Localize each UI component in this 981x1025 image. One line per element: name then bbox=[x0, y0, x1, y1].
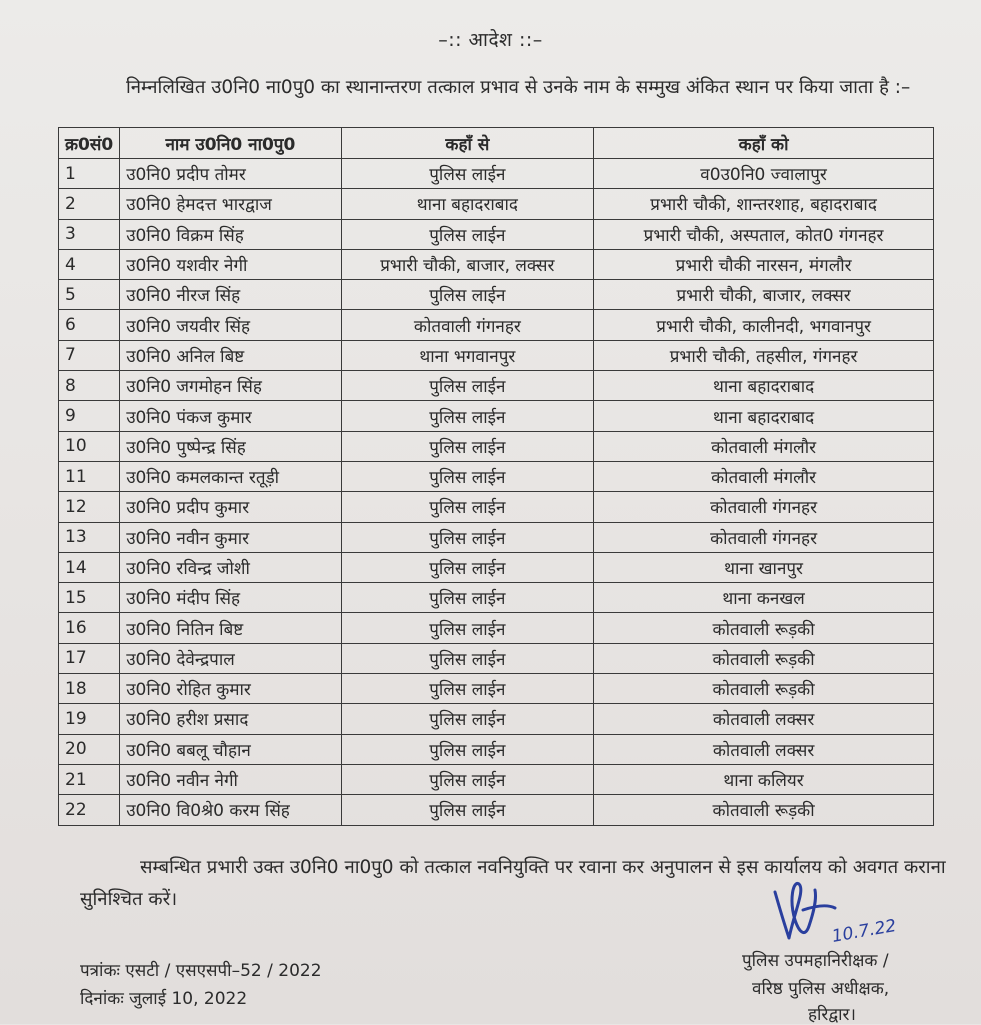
serial-cell: 21 bbox=[59, 764, 120, 794]
to-cell: कोतवाली लक्सर bbox=[594, 734, 934, 764]
serial-cell: 12 bbox=[59, 492, 120, 522]
serial-cell: 20 bbox=[59, 734, 120, 764]
name-cell: उ0नि0 अनिल बिष्ट bbox=[120, 340, 341, 370]
table-row bbox=[59, 189, 934, 219]
from-cell: पुलिस लाईन bbox=[341, 219, 594, 249]
to-cell: कोतवाली रूड़की bbox=[594, 643, 934, 673]
name-cell: उ0नि0 बबलू चौहान bbox=[120, 734, 341, 764]
table-row bbox=[59, 280, 934, 310]
serial-cell: 9 bbox=[59, 401, 120, 431]
to-cell: प्रभारी चौकी नारसन, मंगलौर bbox=[594, 249, 934, 279]
serial-cell: 4 bbox=[59, 249, 120, 279]
from-cell: पुलिस लाईन bbox=[341, 431, 594, 461]
to-cell: प्रभारी चौकी, कालीनदी, भगवानपुर bbox=[594, 310, 934, 340]
from-cell: पुलिस लाईन bbox=[341, 159, 594, 189]
table-row bbox=[59, 492, 934, 522]
header-name: नाम उ0नि0 ना0पु0 bbox=[120, 128, 341, 159]
table-row bbox=[59, 431, 934, 461]
to-cell: कोतवाली मंगलौर bbox=[594, 461, 934, 491]
serial-cell: 13 bbox=[59, 522, 120, 552]
from-cell: प्रभारी चौकी, बाजार, लक्सर bbox=[341, 249, 594, 279]
serial-cell: 8 bbox=[59, 371, 120, 401]
table-row bbox=[59, 764, 934, 794]
from-cell: पुलिस लाईन bbox=[341, 764, 594, 794]
from-cell: कोतवाली गंगनहर bbox=[341, 310, 594, 340]
table-row bbox=[59, 522, 934, 552]
to-cell: प्रभारी चौकी, तहसील, गंगनहर bbox=[594, 340, 934, 370]
from-cell: थाना बहादराबाद bbox=[341, 189, 594, 219]
name-cell: उ0नि0 कमलकान्त रतूड़ी bbox=[120, 461, 341, 491]
name-cell: उ0नि0 वि0श्रे0 करम सिंह bbox=[120, 795, 341, 825]
name-cell: उ0नि0 हरीश प्रसाद bbox=[120, 704, 341, 734]
serial-cell: 10 bbox=[59, 431, 120, 461]
signature-date: 10.7.22 bbox=[830, 915, 898, 947]
table-row bbox=[59, 461, 934, 491]
serial-cell: 6 bbox=[59, 310, 120, 340]
to-cell: कोतवाली गंगनहर bbox=[594, 492, 934, 522]
to-cell: प्रभारी चौकी, अस्पताल, कोत0 गंगनहर bbox=[594, 219, 934, 249]
serial-cell: 15 bbox=[59, 583, 120, 613]
serial-cell: 1 bbox=[59, 159, 120, 189]
to-cell: थाना कलियर bbox=[594, 764, 934, 794]
table-row bbox=[59, 734, 934, 764]
to-cell: कोतवाली लक्सर bbox=[594, 704, 934, 734]
name-cell: उ0नि0 देवेन्द्रपाल bbox=[120, 643, 341, 673]
from-cell: पुलिस लाईन bbox=[341, 371, 594, 401]
name-cell: उ0नि0 मंदीप सिंह bbox=[120, 583, 341, 613]
from-cell: पुलिस लाईन bbox=[341, 643, 594, 673]
name-cell: उ0नि0 पुष्पेन्द्र सिंह bbox=[120, 431, 341, 461]
table-row bbox=[59, 159, 934, 189]
to-cell: प्रभारी चौकी, बाजार, लक्सर bbox=[594, 280, 934, 310]
name-cell: उ0नि0 रविन्द्र जोशी bbox=[120, 552, 341, 582]
serial-cell: 14 bbox=[59, 552, 120, 582]
serial-cell: 2 bbox=[59, 189, 120, 219]
to-cell: थाना कनखल bbox=[594, 583, 934, 613]
from-cell: पुलिस लाईन bbox=[341, 280, 594, 310]
header-from: कहाँ से bbox=[341, 128, 594, 159]
name-cell: उ0नि0 यशवीर नेगी bbox=[120, 249, 341, 279]
from-cell: पुलिस लाईन bbox=[341, 613, 594, 643]
name-cell: उ0नि0 विक्रम सिंह bbox=[120, 219, 341, 249]
serial-cell: 18 bbox=[59, 674, 120, 704]
serial-cell: 17 bbox=[59, 643, 120, 673]
name-cell: उ0नि0 जगमोहन सिंह bbox=[120, 371, 341, 401]
table-row bbox=[59, 704, 934, 734]
header-to: कहाँ को bbox=[594, 128, 934, 159]
name-cell: उ0नि0 नवीन कुमार bbox=[120, 522, 341, 552]
to-cell: कोतवाली रूड़की bbox=[594, 674, 934, 704]
signatory-line-1: पुलिस उपमहानिरीक्षक / bbox=[742, 951, 889, 971]
to-cell: व0उ0नि0 ज्वालापुर bbox=[594, 159, 934, 189]
table-row bbox=[59, 643, 934, 673]
serial-cell: 5 bbox=[59, 280, 120, 310]
name-cell: उ0नि0 रोहित कुमार bbox=[120, 674, 341, 704]
name-cell: उ0नि0 हेमदत्त भारद्वाज bbox=[120, 189, 341, 219]
to-cell: थाना बहादराबाद bbox=[594, 371, 934, 401]
order-heading: –:: आदेश ::– bbox=[438, 29, 543, 51]
to-cell: प्रभारी चौकी, शान्तरशाह, बहादराबाद bbox=[594, 189, 934, 219]
table-header-row bbox=[59, 128, 934, 159]
table-row bbox=[59, 401, 934, 431]
table-row bbox=[59, 371, 934, 401]
intro-paragraph: निम्नलिखित उ0नि0 ना0पु0 का स्थानान्तरण तत्काल प्रभाव से उनके नाम के सम्मुख अंकित स्थान पर किया जाता है :– bbox=[126, 77, 911, 98]
signatory-line-3: हरिद्वार। bbox=[808, 1005, 856, 1025]
from-cell: पुलिस लाईन bbox=[341, 552, 594, 582]
serial-cell: 7 bbox=[59, 340, 120, 370]
name-cell: उ0नि0 प्रदीप तोमर bbox=[120, 159, 341, 189]
table-row bbox=[59, 219, 934, 249]
from-cell: पुलिस लाईन bbox=[341, 401, 594, 431]
to-cell: कोतवाली गंगनहर bbox=[594, 522, 934, 552]
handwritten-signature bbox=[765, 880, 915, 950]
table-row bbox=[59, 674, 934, 704]
from-cell: पुलिस लाईन bbox=[341, 522, 594, 552]
from-cell: पुलिस लाईन bbox=[341, 583, 594, 613]
to-cell: थाना बहादराबाद bbox=[594, 401, 934, 431]
name-cell: उ0नि0 नीरज सिंह bbox=[120, 280, 341, 310]
name-cell: उ0नि0 नवीन नेगी bbox=[120, 764, 341, 794]
from-cell: पुलिस लाईन bbox=[341, 795, 594, 825]
serial-cell: 11 bbox=[59, 461, 120, 491]
name-cell: उ0नि0 नितिन बिष्ट bbox=[120, 613, 341, 643]
transfer-table bbox=[58, 127, 934, 826]
to-cell: कोतवाली मंगलौर bbox=[594, 431, 934, 461]
table-row bbox=[59, 340, 934, 370]
header-serial: क्र0सं0 bbox=[59, 128, 120, 159]
serial-cell: 19 bbox=[59, 704, 120, 734]
table-row bbox=[59, 613, 934, 643]
from-cell: पुलिस लाईन bbox=[341, 461, 594, 491]
table-row bbox=[59, 310, 934, 340]
from-cell: पुलिस लाईन bbox=[341, 492, 594, 522]
serial-cell: 3 bbox=[59, 219, 120, 249]
name-cell: उ0नि0 जयवीर सिंह bbox=[120, 310, 341, 340]
signatory-line-2: वरिष्ठ पुलिस अधीक्षक, bbox=[752, 979, 890, 999]
letter-number: पत्रांकः एसटी / एसएसपी–52 / 2022 bbox=[80, 961, 322, 981]
from-cell: थाना भगवानपुर bbox=[341, 340, 594, 370]
from-cell: पुलिस लाईन bbox=[341, 674, 594, 704]
closing-paragraph: सम्बन्धित प्रभारी उक्त उ0नि0 ना0पु0 को तत्काल नवनियुक्ति पर रवाना कर अनुपालन से इस कार्यालय को अवगत कराना सुनिश्चित करें। bbox=[80, 857, 946, 910]
table-row bbox=[59, 795, 934, 825]
letter-date: दिनांकः जुलाई 10, 2022 bbox=[80, 989, 248, 1009]
table-row bbox=[59, 552, 934, 582]
name-cell: उ0नि0 पंकज कुमार bbox=[120, 401, 341, 431]
to-cell: कोतवाली रूड़की bbox=[594, 613, 934, 643]
to-cell: कोतवाली रूड़की bbox=[594, 795, 934, 825]
serial-cell: 16 bbox=[59, 613, 120, 643]
name-cell: उ0नि0 प्रदीप कुमार bbox=[120, 492, 341, 522]
from-cell: पुलिस लाईन bbox=[341, 704, 594, 734]
table-row bbox=[59, 583, 934, 613]
serial-cell: 22 bbox=[59, 795, 120, 825]
table-row bbox=[59, 249, 934, 279]
from-cell: पुलिस लाईन bbox=[341, 734, 594, 764]
to-cell: थाना खानपुर bbox=[594, 552, 934, 582]
